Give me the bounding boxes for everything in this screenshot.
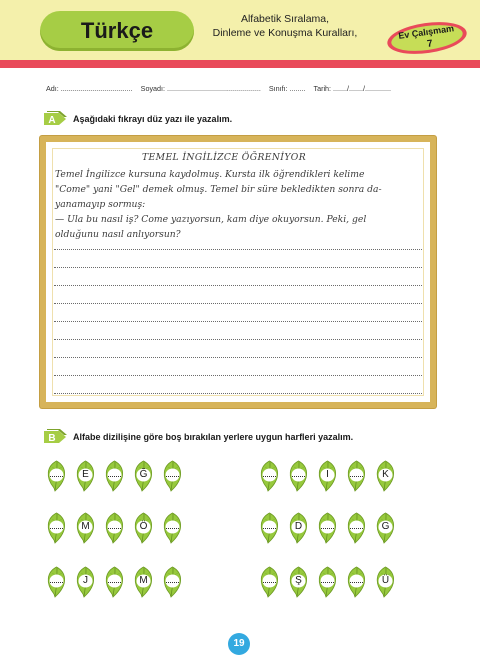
badge-number: 7	[426, 38, 434, 50]
leaf-letter-card	[373, 460, 398, 492]
leaf-blank-card[interactable]	[315, 566, 340, 598]
leaf-label-area	[321, 521, 335, 534]
leaf-letter: Ş	[295, 575, 302, 586]
leaf-label-area	[108, 521, 122, 534]
leaf-letter: Ü	[381, 575, 390, 586]
section-b-letter: B	[48, 433, 56, 444]
student-info-line: Adı: .................................... Soyadı: ............................................... Sınıfı: ........ Tarih: ......./......./.............	[46, 84, 391, 93]
leaf-blank-line[interactable]	[263, 582, 276, 583]
leaf-blank-card[interactable]	[102, 512, 127, 544]
leaf-blank-line[interactable]	[321, 582, 334, 583]
leaf-blank-card[interactable]	[160, 566, 185, 598]
topic-line-1: Alfabetik Sıralama,	[240, 13, 330, 25]
leaf-blank-card[interactable]	[102, 460, 127, 492]
leaf-blank-card[interactable]	[160, 460, 185, 492]
leaf-letter-card	[131, 566, 156, 598]
leaf-label-area	[166, 469, 180, 482]
section-a-instruction: Aşağıdaki fıkrayı düz yazı ile yazalım.	[73, 114, 233, 124]
leaf-blank-card[interactable]	[44, 566, 69, 598]
leaf-letter-card	[373, 512, 398, 544]
leaf-blank-card[interactable]	[102, 566, 127, 598]
leaf-label-area	[50, 521, 64, 534]
leaf-label-area	[166, 521, 180, 534]
story-line-3: yanamayıp sormuş:	[55, 199, 146, 210]
leaf-letter: J	[83, 575, 88, 586]
leaf-letter: G	[381, 521, 390, 532]
leaf-blank-line[interactable]	[108, 476, 121, 477]
section-a-letter: A	[48, 115, 56, 126]
story-line-1: Temel İngilizce kursuna kaydolmuş. Kursta ilk öğrendikleri kelime	[55, 169, 365, 180]
story-title: TEMEL İNGİLİZCE ÖĞRENİYOR	[142, 152, 307, 163]
leaf-letter-card	[373, 566, 398, 598]
leaf-label-area	[50, 575, 64, 588]
leaf-blank-card[interactable]	[344, 460, 369, 492]
leaf-blank-card[interactable]	[315, 512, 340, 544]
leaf-letter-card	[286, 566, 311, 598]
leaf-label-area	[350, 521, 364, 534]
leaf-blank-card[interactable]	[257, 566, 282, 598]
leaf-blank-line[interactable]	[50, 476, 63, 477]
writing-line[interactable]	[54, 285, 422, 286]
leaf-blank-card[interactable]	[257, 460, 282, 492]
story-line-4: — Ula bu nasıl iş? Come yazıyorsun, kam diye okuyorsun. Peki, gel	[55, 214, 367, 225]
leaf-letter-card	[73, 460, 98, 492]
section-b-instruction: Alfabe dizilişine göre boş bırakılan yerlere uygun harfleri yazalım.	[73, 432, 354, 442]
leaf-label-area	[108, 469, 122, 482]
subject-title-pill	[40, 11, 194, 51]
leaf-blank-line[interactable]	[263, 476, 276, 477]
leaf-letter: M	[139, 575, 148, 586]
leaf-label-area	[108, 575, 122, 588]
leaf-label-area	[350, 469, 364, 482]
leaf-letter: K	[382, 469, 389, 480]
leaf-letter: I	[326, 469, 329, 480]
leaf-label-area	[292, 469, 306, 482]
leaf-blank-line[interactable]	[350, 528, 363, 529]
leaf-letter-card	[315, 460, 340, 492]
section-a-marker-icon	[44, 111, 68, 127]
leaf-letter-card	[73, 566, 98, 598]
page-number: 19	[228, 633, 250, 655]
leaf-label-area	[263, 469, 277, 482]
leaf-label-area	[321, 575, 335, 588]
leaf-letter: M	[81, 521, 90, 532]
leaf-blank-line[interactable]	[50, 582, 63, 583]
subject-title: Türkçe	[80, 18, 154, 43]
leaf-blank-line[interactable]	[166, 528, 179, 529]
leaf-letter-card	[131, 512, 156, 544]
header-divider-strip	[0, 60, 480, 68]
leaf-label-area	[50, 469, 64, 482]
leaf-blank-line[interactable]	[350, 582, 363, 583]
homework-badge	[384, 20, 470, 56]
leaf-blank-line[interactable]	[50, 528, 63, 529]
writing-line[interactable]	[54, 249, 422, 250]
writing-line[interactable]	[54, 375, 422, 376]
topic-line-2: Dinleme ve Konuşma Kuralları,	[212, 27, 358, 39]
story-line-5: olduğunu nasıl anlıyorsun?	[55, 229, 181, 240]
leaf-label-area	[350, 575, 364, 588]
writing-line[interactable]	[54, 267, 422, 268]
leaf-blank-card[interactable]	[44, 460, 69, 492]
writing-line[interactable]	[54, 393, 422, 394]
writing-line[interactable]	[54, 321, 422, 322]
leaf-label-area	[166, 575, 180, 588]
leaf-blank-line[interactable]	[350, 476, 363, 477]
topic-subtitle	[196, 12, 374, 40]
leaf-blank-card[interactable]	[286, 460, 311, 492]
leaf-blank-line[interactable]	[166, 582, 179, 583]
writing-line[interactable]	[54, 339, 422, 340]
leaf-label-area	[263, 575, 277, 588]
leaf-blank-line[interactable]	[108, 528, 121, 529]
writing-line[interactable]	[54, 357, 422, 358]
leaf-blank-line[interactable]	[166, 476, 179, 477]
leaf-blank-card[interactable]	[344, 566, 369, 598]
leaf-letter-card	[131, 460, 156, 492]
badge-ellipse-icon	[384, 20, 470, 56]
leaf-blank-card[interactable]	[160, 512, 185, 544]
leaf-letter-card	[286, 512, 311, 544]
leaf-blank-card[interactable]	[44, 512, 69, 544]
leaf-letter-card	[73, 512, 98, 544]
writing-line[interactable]	[54, 303, 422, 304]
leaf-blank-line[interactable]	[321, 528, 334, 529]
leaf-letter: D	[294, 521, 303, 532]
story-line-2: "Come" yani "Gel" demek olmuş. Temel bir süre bekledikten sonra da-	[55, 184, 382, 195]
section-b-marker-icon	[44, 429, 68, 445]
leaf-blank-line[interactable]	[108, 582, 121, 583]
badge-label: Ev Çalışmam	[397, 23, 455, 41]
leaf-letter: E	[82, 469, 89, 480]
leaf-blank-card[interactable]	[344, 512, 369, 544]
leaf-letter: Ğ	[139, 469, 148, 480]
leaf-label-area	[263, 521, 277, 534]
leaf-blank-card[interactable]	[257, 512, 282, 544]
leaf-blank-line[interactable]	[263, 528, 276, 529]
leaf-blank-line[interactable]	[292, 476, 305, 477]
leaf-letter: Ö	[139, 521, 148, 532]
